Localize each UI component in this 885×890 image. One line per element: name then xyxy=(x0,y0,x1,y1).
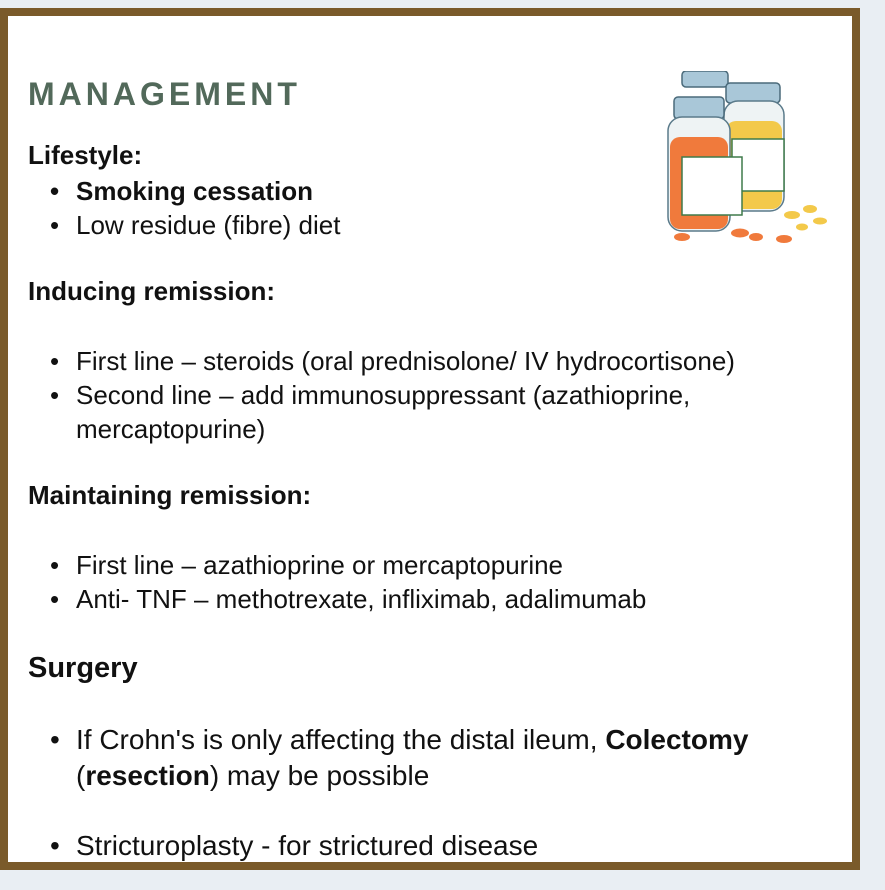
list-item: • Low residue (fibre) diet xyxy=(20,208,340,242)
pill-bottles-icon xyxy=(660,71,840,246)
surgery-heading: Surgery xyxy=(28,652,138,684)
lifestyle-heading: Lifestyle: xyxy=(28,140,143,170)
list-item: • Stricturoplasty - for strictured disease xyxy=(20,828,840,864)
surgery-list xyxy=(20,722,840,864)
list-item: • First line – steroids (oral prednisolone/ IV hydrocortisone) xyxy=(20,344,840,378)
management-card xyxy=(0,8,860,870)
list-item: • Second line – add immunosuppressant (azathioprine, mercaptopurine) xyxy=(20,378,776,446)
list-item: • Anti- TNF – methotrexate, infliximab, adalimumab xyxy=(20,582,646,616)
inducing-list xyxy=(20,344,840,446)
colectomy-term: Colectomy xyxy=(605,724,749,755)
card-content xyxy=(20,16,852,862)
list-item: • Smoking cessation xyxy=(20,174,340,208)
list-item xyxy=(20,722,840,794)
resection-term: resection xyxy=(85,760,210,791)
maintaining-list xyxy=(20,548,646,616)
list-item: • First line – azathioprine or mercaptopurine xyxy=(20,548,646,582)
surgery-item1-end: ) may be possible xyxy=(209,760,430,791)
paren-open: ( xyxy=(76,760,86,791)
page-title: MANAGEMENT xyxy=(28,76,301,112)
inducing-heading: Inducing remission: xyxy=(28,276,276,306)
surgery-item1-text: If Crohn's is only affecting the distal ileum, xyxy=(76,724,598,755)
lifestyle-list xyxy=(20,174,340,242)
maintaining-heading: Maintaining remission: xyxy=(28,480,312,510)
